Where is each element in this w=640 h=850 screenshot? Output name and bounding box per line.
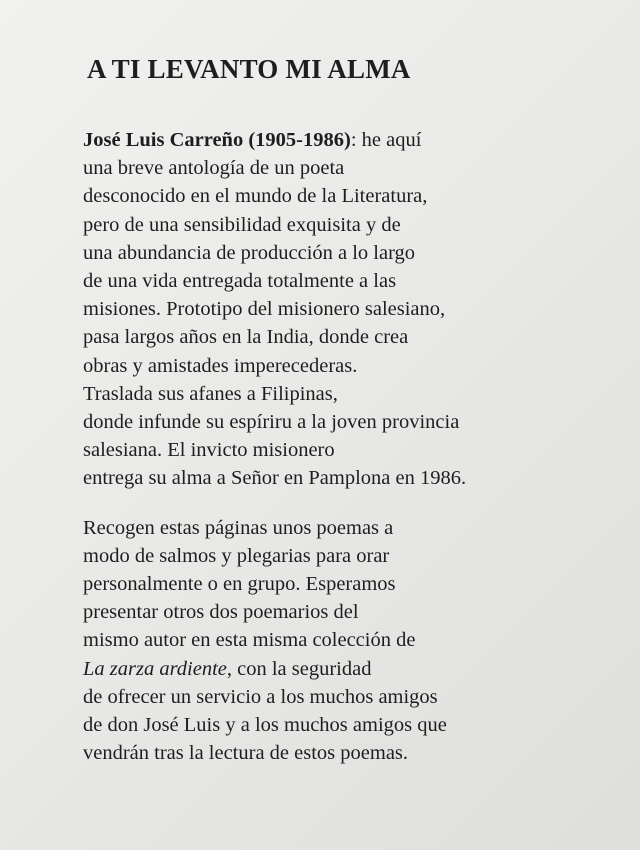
text-line: donde infunde su espíriru a la joven provincia [83, 411, 460, 434]
text-line: de don José Luis y a los muchos amigos que [83, 714, 447, 737]
text-fragment: , con la seguridad [226, 657, 372, 680]
paragraph-intro [83, 126, 623, 493]
text-line [83, 126, 623, 154]
text-line: mismo autor en esta misma colección de [83, 629, 416, 652]
text-line: entrega su alma a Señor en Pamplona en 1986. [83, 467, 467, 490]
text-line: vendrán tras la lectura de estos poemas. [83, 742, 409, 765]
text-line: Traslada sus afanes a Filipinas, [83, 382, 338, 405]
text-line: salesiana. El invicto misionero [83, 439, 335, 462]
collection-title: La zarza ardiente [83, 657, 227, 680]
text-line: de una vida entregada totalmente a las [83, 270, 397, 293]
text-line [83, 655, 623, 683]
page-title: A TI LEVANTO MI ALMA [87, 54, 411, 84]
text-line: de ofrecer un servicio a los muchos amigos [83, 685, 438, 708]
text-line: misiones. Prototipo del misionero salesiano, [83, 298, 446, 321]
text-line: una breve antología de un poeta [83, 157, 345, 180]
text-line: presentar otros dos poemarios del [83, 601, 359, 624]
text-line: personalmente o en grupo. Esperamos [83, 573, 396, 596]
text-line: pasa largos años en la India, donde crea [83, 326, 409, 349]
cover-text [83, 52, 623, 767]
text-line: Recogen estas páginas unos poemas a [83, 516, 394, 539]
text-line: desconocido en el mundo de la Literatura, [83, 185, 428, 208]
text-line: modo de salmos y plegarias para orar [83, 544, 390, 567]
text-line: obras y amistades imperecederas. [83, 354, 358, 377]
text-fragment: : he aquí [350, 129, 422, 151]
author-name: José Luis Carreño (1905-1986) [83, 129, 351, 151]
paragraph-collection [83, 514, 623, 768]
text-line: una abundancia de producción a lo largo [83, 241, 416, 264]
text-line: pero de una sensibilidad exquisita y de [83, 213, 401, 236]
